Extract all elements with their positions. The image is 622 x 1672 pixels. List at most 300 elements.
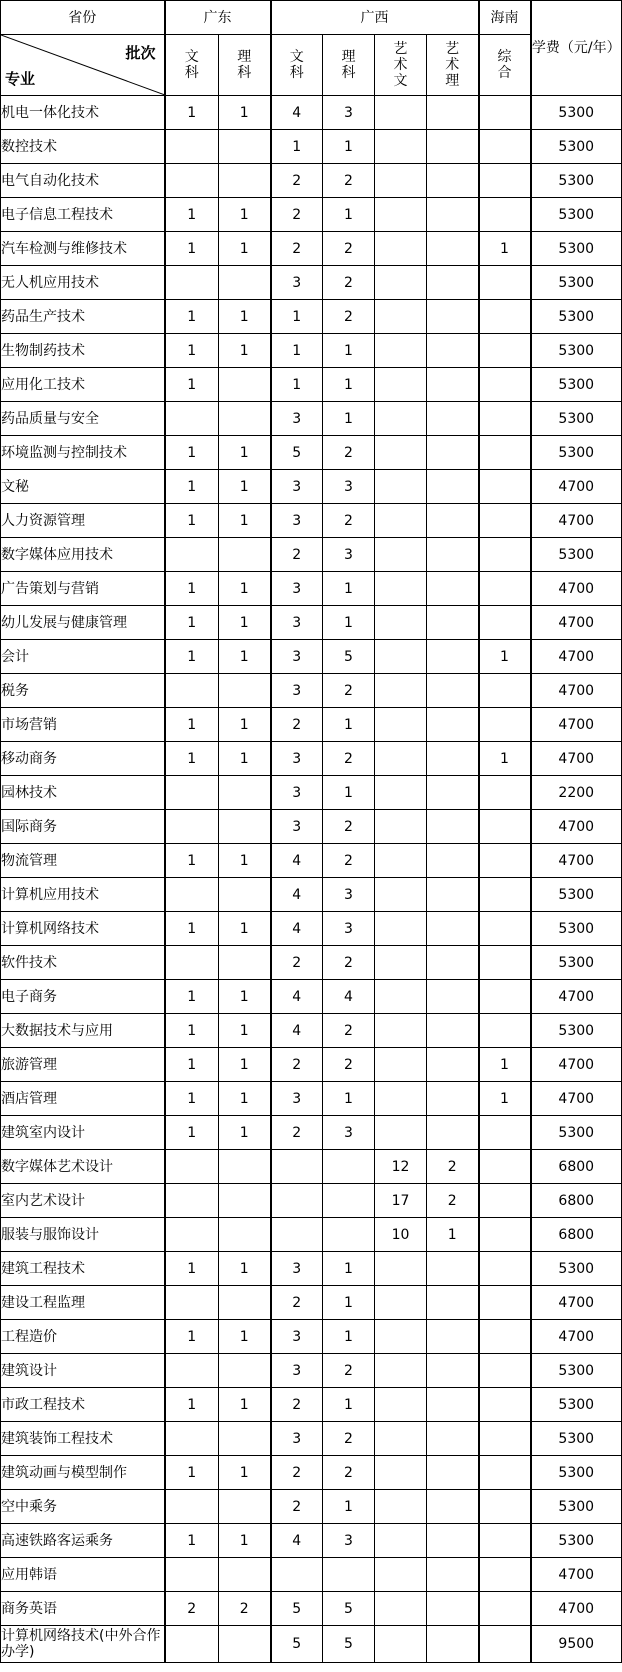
gx-wen-cell: 3: [271, 572, 323, 606]
fee-cell: 5300: [531, 266, 622, 300]
fee-cell: 5300: [531, 912, 622, 946]
gd-wen-cell: [165, 674, 219, 708]
table-row: [1, 402, 622, 436]
table-row: [1, 1218, 622, 1252]
gd-li-cell: 1: [219, 334, 271, 368]
gx-wen-cell: 4: [271, 96, 323, 130]
gx-wen-cell: 2: [271, 1456, 323, 1490]
gx-li-cell: 2: [323, 1354, 375, 1388]
table-row: [1, 776, 622, 810]
gx-yiwen-cell: [375, 1116, 427, 1150]
header-major-label: 专业: [5, 70, 36, 88]
gx-yili-cell: [427, 878, 479, 912]
gx-li-cell: 1: [323, 1490, 375, 1524]
gx-li-cell: [323, 1150, 375, 1184]
hn-cell: [479, 980, 531, 1014]
hn-cell: [479, 946, 531, 980]
table-row: [1, 1558, 622, 1592]
gx-wen-cell: 4: [271, 1014, 323, 1048]
gx-li-cell: 2: [323, 1456, 375, 1490]
fee-cell: 5300: [531, 946, 622, 980]
gx-li-cell: 1: [323, 1252, 375, 1286]
table-row: [1, 878, 622, 912]
gx-wen-cell: 2: [271, 946, 323, 980]
gd-wen-cell: [165, 776, 219, 810]
gx-li-cell: 1: [323, 572, 375, 606]
gx-wen-cell: 3: [271, 674, 323, 708]
table-row: [1, 1014, 622, 1048]
gx-li-cell: 1: [323, 334, 375, 368]
gd-wen-cell: [165, 164, 219, 198]
hn-cell: [479, 1422, 531, 1456]
major-cell: 建筑室内设计: [1, 1116, 165, 1150]
header-hn-zonghe-label: 综合: [497, 49, 512, 81]
gx-yili-cell: [427, 640, 479, 674]
fee-cell: 4700: [531, 1048, 622, 1082]
gx-li-cell: 2: [323, 674, 375, 708]
major-cell: 软件技术: [1, 946, 165, 980]
gx-yili-cell: [427, 1422, 479, 1456]
gx-yiwen-cell: [375, 402, 427, 436]
gx-yili-cell: [427, 1388, 479, 1422]
header-province-label: 省份: [1, 1, 165, 35]
gd-li-cell: 1: [219, 640, 271, 674]
gd-li-cell: 1: [219, 912, 271, 946]
major-cell: 应用韩语: [1, 1558, 165, 1592]
fee-cell: 5300: [531, 538, 622, 572]
fee-cell: 5300: [531, 164, 622, 198]
gx-yili-cell: [427, 606, 479, 640]
gx-yili-cell: [427, 130, 479, 164]
hn-cell: 1: [479, 1048, 531, 1082]
gd-li-cell: 1: [219, 708, 271, 742]
table-row: [1, 436, 622, 470]
major-cell: 药品质量与安全: [1, 402, 165, 436]
table-row: [1, 96, 622, 130]
gx-yiwen-cell: [375, 1422, 427, 1456]
gx-yiwen-cell: [375, 1626, 427, 1663]
gx-yiwen-cell: [375, 538, 427, 572]
hn-cell: [479, 1116, 531, 1150]
header-gx-li: [323, 35, 375, 96]
gd-wen-cell: 1: [165, 1048, 219, 1082]
gd-wen-cell: [165, 1354, 219, 1388]
gd-li-cell: 1: [219, 232, 271, 266]
gx-yili-cell: [427, 1082, 479, 1116]
table-row: [1, 470, 622, 504]
gx-yiwen-cell: [375, 1558, 427, 1592]
gx-yiwen-cell: [375, 878, 427, 912]
table-row: [1, 606, 622, 640]
gx-li-cell: 2: [323, 1422, 375, 1456]
fee-cell: 5300: [531, 96, 622, 130]
gd-wen-cell: 1: [165, 232, 219, 266]
gd-li-cell: 1: [219, 1116, 271, 1150]
fee-cell: 5300: [531, 334, 622, 368]
gx-yiwen-cell: [375, 368, 427, 402]
major-cell: 数控技术: [1, 130, 165, 164]
major-cell: 酒店管理: [1, 1082, 165, 1116]
gx-yiwen-cell: [375, 232, 427, 266]
gx-li-cell: 1: [323, 1286, 375, 1320]
gd-wen-cell: 1: [165, 96, 219, 130]
major-cell: 电子信息工程技术: [1, 198, 165, 232]
hn-cell: 1: [479, 640, 531, 674]
table-row: [1, 1422, 622, 1456]
fee-cell: 4700: [531, 504, 622, 538]
gx-wen-cell: [271, 1184, 323, 1218]
gx-yili-cell: [427, 300, 479, 334]
gx-yili-cell: [427, 912, 479, 946]
gx-yili-cell: [427, 368, 479, 402]
gx-li-cell: 2: [323, 436, 375, 470]
gd-wen-cell: 1: [165, 1524, 219, 1558]
major-cell: 计算机网络技术: [1, 912, 165, 946]
gx-yiwen-cell: [375, 1286, 427, 1320]
major-cell: 药品生产技术: [1, 300, 165, 334]
gd-li-cell: [219, 1490, 271, 1524]
gx-li-cell: 2: [323, 1014, 375, 1048]
gx-yiwen-cell: [375, 1592, 427, 1626]
gd-li-cell: [219, 810, 271, 844]
hn-cell: [479, 300, 531, 334]
gd-li-cell: [219, 130, 271, 164]
gx-yiwen-cell: [375, 198, 427, 232]
table-row: [1, 1252, 622, 1286]
gd-li-cell: [219, 164, 271, 198]
major-cell: 幼儿发展与健康管理: [1, 606, 165, 640]
gx-yili-cell: [427, 266, 479, 300]
hn-cell: [479, 470, 531, 504]
gd-wen-cell: [165, 1626, 219, 1663]
major-cell: 无人机应用技术: [1, 266, 165, 300]
gx-li-cell: 2: [323, 504, 375, 538]
gd-wen-cell: 1: [165, 1252, 219, 1286]
fee-cell: 5300: [531, 436, 622, 470]
major-cell: 数字媒体应用技术: [1, 538, 165, 572]
gx-li-cell: 1: [323, 130, 375, 164]
gx-yili-cell: [427, 1048, 479, 1082]
major-cell: 服装与服饰设计: [1, 1218, 165, 1252]
gx-yili-cell: [427, 198, 479, 232]
gx-li-cell: 5: [323, 1626, 375, 1663]
gd-wen-cell: [165, 538, 219, 572]
gx-wen-cell: 3: [271, 1252, 323, 1286]
gd-wen-cell: 1: [165, 334, 219, 368]
gx-li-cell: 2: [323, 844, 375, 878]
gx-yili-cell: [427, 1014, 479, 1048]
gd-li-cell: 1: [219, 1252, 271, 1286]
gd-li-cell: [219, 266, 271, 300]
table-header: [1, 1, 622, 96]
fee-cell: 6800: [531, 1218, 622, 1252]
gd-wen-cell: [165, 878, 219, 912]
table-row: [1, 708, 622, 742]
gx-yili-cell: [427, 742, 479, 776]
gd-li-cell: 1: [219, 1456, 271, 1490]
gx-yili-cell: 1: [427, 1218, 479, 1252]
table-row: [1, 232, 622, 266]
hn-cell: [479, 1286, 531, 1320]
gx-li-cell: 3: [323, 878, 375, 912]
gx-yili-cell: [427, 1286, 479, 1320]
table-row: [1, 1592, 622, 1626]
hn-cell: [479, 810, 531, 844]
fee-cell: 2200: [531, 776, 622, 810]
major-cell: 应用化工技术: [1, 368, 165, 402]
major-cell: 计算机网络技术(中外合作办学): [1, 1626, 165, 1663]
hn-cell: [479, 1014, 531, 1048]
gx-wen-cell: 1: [271, 334, 323, 368]
header-gx-wen: [271, 35, 323, 96]
gx-yili-cell: [427, 1252, 479, 1286]
gx-wen-cell: 5: [271, 1592, 323, 1626]
hn-cell: 1: [479, 742, 531, 776]
fee-cell: 5300: [531, 1252, 622, 1286]
gd-wen-cell: 1: [165, 1014, 219, 1048]
gd-wen-cell: [165, 1286, 219, 1320]
gx-wen-cell: 5: [271, 436, 323, 470]
gx-yili-cell: [427, 1524, 479, 1558]
hn-cell: [479, 1388, 531, 1422]
fee-cell: 4700: [531, 1082, 622, 1116]
hn-cell: [479, 606, 531, 640]
gx-yili-cell: [427, 1626, 479, 1663]
gd-li-cell: [219, 1218, 271, 1252]
gd-wen-cell: [165, 266, 219, 300]
gx-wen-cell: [271, 1218, 323, 1252]
gd-li-cell: 1: [219, 1388, 271, 1422]
gx-yiwen-cell: 10: [375, 1218, 427, 1252]
gx-li-cell: 5: [323, 1592, 375, 1626]
table-row: [1, 266, 622, 300]
gd-li-cell: 1: [219, 1082, 271, 1116]
gd-li-cell: 1: [219, 300, 271, 334]
hn-cell: [479, 130, 531, 164]
table-row: [1, 844, 622, 878]
table-row: [1, 1116, 622, 1150]
gx-li-cell: 1: [323, 198, 375, 232]
major-cell: 数字媒体艺术设计: [1, 1150, 165, 1184]
gd-li-cell: [219, 1422, 271, 1456]
table-row: [1, 1048, 622, 1082]
gx-yili-cell: [427, 538, 479, 572]
fee-cell: 5300: [531, 1524, 622, 1558]
table-row: [1, 538, 622, 572]
hn-cell: [479, 538, 531, 572]
major-cell: 建筑工程技术: [1, 1252, 165, 1286]
gd-li-cell: 1: [219, 1320, 271, 1354]
gx-yili-cell: [427, 96, 479, 130]
fee-cell: 5300: [531, 1354, 622, 1388]
hn-cell: [479, 1354, 531, 1388]
gx-yili-cell: [427, 1490, 479, 1524]
hn-cell: [479, 1150, 531, 1184]
gx-wen-cell: 4: [271, 980, 323, 1014]
header-gd-wen: [165, 35, 219, 96]
hn-cell: [479, 776, 531, 810]
gx-wen-cell: 4: [271, 844, 323, 878]
table-row: [1, 640, 622, 674]
gd-wen-cell: 1: [165, 708, 219, 742]
major-cell: 商务英语: [1, 1592, 165, 1626]
gx-yiwen-cell: [375, 1354, 427, 1388]
gx-wen-cell: 3: [271, 606, 323, 640]
table-row: [1, 572, 622, 606]
major-cell: 环境监测与控制技术: [1, 436, 165, 470]
gx-yili-cell: [427, 572, 479, 606]
gd-li-cell: 1: [219, 980, 271, 1014]
gd-wen-cell: 2: [165, 1592, 219, 1626]
table-row: [1, 1286, 622, 1320]
header-gx-li-label: 理科: [341, 49, 356, 81]
gx-yiwen-cell: [375, 912, 427, 946]
gd-li-cell: [219, 1626, 271, 1663]
table-row: [1, 300, 622, 334]
fee-cell: 4700: [531, 708, 622, 742]
header-gd-wen-label: 文科: [184, 49, 199, 81]
gx-yiwen-cell: [375, 334, 427, 368]
header-gx-yili-label: 艺术理: [445, 41, 460, 89]
gx-wen-cell: 2: [271, 1388, 323, 1422]
gd-li-cell: [219, 674, 271, 708]
header-gx-yiwen-label: 艺术文: [393, 41, 408, 89]
hn-cell: [479, 1320, 531, 1354]
hn-cell: [479, 402, 531, 436]
gx-yiwen-cell: [375, 606, 427, 640]
table-row: [1, 334, 622, 368]
gx-wen-cell: 1: [271, 130, 323, 164]
gx-li-cell: 3: [323, 96, 375, 130]
major-cell: 高速铁路客运乘务: [1, 1524, 165, 1558]
gx-li-cell: 1: [323, 1388, 375, 1422]
hn-cell: [479, 266, 531, 300]
major-cell: 室内艺术设计: [1, 1184, 165, 1218]
hn-cell: [479, 1592, 531, 1626]
header-batch-label: 批次: [125, 44, 156, 62]
gx-yili-cell: [427, 1354, 479, 1388]
gx-wen-cell: 5: [271, 1626, 323, 1663]
hn-cell: 1: [479, 232, 531, 266]
table-row: [1, 912, 622, 946]
gd-wen-cell: 1: [165, 844, 219, 878]
gd-wen-cell: 1: [165, 1320, 219, 1354]
gx-yiwen-cell: [375, 776, 427, 810]
gd-li-cell: [219, 1184, 271, 1218]
table-row: [1, 368, 622, 402]
gx-li-cell: [323, 1558, 375, 1592]
gd-li-cell: [219, 946, 271, 980]
gx-wen-cell: 2: [271, 1490, 323, 1524]
header-gd-li-label: 理科: [237, 49, 252, 81]
gx-wen-cell: 3: [271, 1320, 323, 1354]
fee-cell: 4700: [531, 742, 622, 776]
major-cell: 建设工程监理: [1, 1286, 165, 1320]
fee-cell: 6800: [531, 1184, 622, 1218]
table-row: [1, 1626, 622, 1663]
major-cell: 税务: [1, 674, 165, 708]
major-cell: 人力资源管理: [1, 504, 165, 538]
table-row: [1, 980, 622, 1014]
header-gx-yiwen: [375, 35, 427, 96]
gx-yili-cell: 2: [427, 1150, 479, 1184]
gx-yili-cell: [427, 708, 479, 742]
header-fee-label: 学费（元/年）: [531, 40, 621, 56]
gx-wen-cell: 2: [271, 164, 323, 198]
gd-wen-cell: [165, 1218, 219, 1252]
gd-wen-cell: [165, 402, 219, 436]
gd-wen-cell: [165, 1422, 219, 1456]
gx-yiwen-cell: [375, 572, 427, 606]
gx-yiwen-cell: [375, 164, 427, 198]
gx-yili-cell: [427, 946, 479, 980]
fee-cell: 4700: [531, 980, 622, 1014]
gd-li-cell: [219, 1354, 271, 1388]
table-row: [1, 1320, 622, 1354]
fee-cell: 5300: [531, 300, 622, 334]
fee-cell: 4700: [531, 674, 622, 708]
fee-cell: 4700: [531, 844, 622, 878]
hn-cell: [479, 1184, 531, 1218]
gx-li-cell: [323, 1184, 375, 1218]
header-corner-cell: [1, 35, 165, 96]
major-cell: 建筑设计: [1, 1354, 165, 1388]
major-cell: 工程造价: [1, 1320, 165, 1354]
gx-yili-cell: [427, 470, 479, 504]
hn-cell: [479, 572, 531, 606]
gd-wen-cell: [165, 1150, 219, 1184]
gx-li-cell: 1: [323, 1320, 375, 1354]
gd-wen-cell: 1: [165, 198, 219, 232]
gx-yiwen-cell: [375, 1388, 427, 1422]
gx-yiwen-cell: [375, 810, 427, 844]
gx-yili-cell: [427, 436, 479, 470]
major-cell: 文秘: [1, 470, 165, 504]
gx-li-cell: 1: [323, 1082, 375, 1116]
gx-li-cell: 3: [323, 470, 375, 504]
gd-li-cell: [219, 538, 271, 572]
gx-wen-cell: 2: [271, 198, 323, 232]
hn-cell: [479, 198, 531, 232]
major-cell: 会计: [1, 640, 165, 674]
gd-wen-cell: [165, 810, 219, 844]
fee-cell: 5300: [531, 1490, 622, 1524]
gx-li-cell: 1: [323, 606, 375, 640]
hn-cell: [479, 878, 531, 912]
gd-wen-cell: 1: [165, 1116, 219, 1150]
major-cell: 建筑动画与模型制作: [1, 1456, 165, 1490]
gd-wen-cell: [165, 130, 219, 164]
gx-yiwen-cell: [375, 674, 427, 708]
hn-cell: [479, 1218, 531, 1252]
gd-wen-cell: [165, 1184, 219, 1218]
gx-wen-cell: 4: [271, 912, 323, 946]
gd-li-cell: 1: [219, 504, 271, 538]
gx-li-cell: 2: [323, 164, 375, 198]
gx-yili-cell: [427, 232, 479, 266]
major-cell: 建筑装饰工程技术: [1, 1422, 165, 1456]
fee-cell: 4700: [531, 810, 622, 844]
gx-wen-cell: [271, 1558, 323, 1592]
gd-wen-cell: [165, 1490, 219, 1524]
gx-li-cell: 2: [323, 742, 375, 776]
gx-wen-cell: 3: [271, 1354, 323, 1388]
gx-li-cell: 1: [323, 368, 375, 402]
gd-li-cell: 1: [219, 572, 271, 606]
gx-yiwen-cell: [375, 980, 427, 1014]
fee-cell: 4700: [531, 572, 622, 606]
major-cell: 汽车检测与维修技术: [1, 232, 165, 266]
